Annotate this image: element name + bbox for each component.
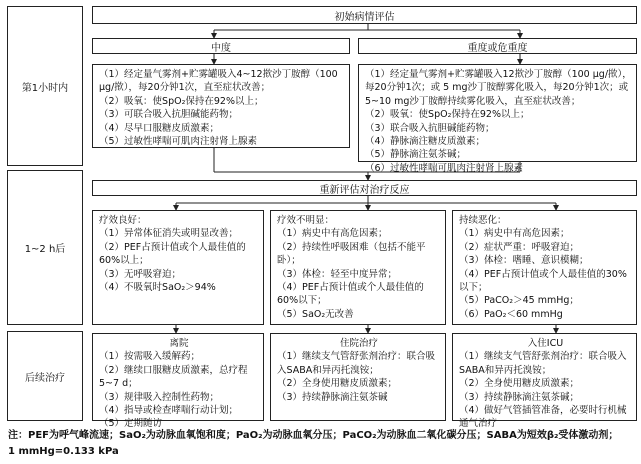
moderate-item: （2）吸氧：使SpO₂保持在92%以上；	[99, 95, 264, 107]
moderate-item: （4）尽早口服糖皮质激素；	[99, 122, 220, 134]
phase-1-2h-label: 1~2 h后	[24, 244, 66, 255]
discharge-item: （1）按需吸入缓解药；	[99, 351, 201, 363]
initial-assessment-box	[92, 6, 637, 24]
footnote-line-2: 1 mmHg=0.133 kPa	[8, 446, 119, 457]
phase-first-hour-label: 第1小时内	[21, 82, 69, 94]
admission-item: （2）全身使用糖皮质激素；	[277, 378, 398, 390]
icu-item: （2）全身使用糖皮质激素；	[459, 378, 580, 390]
discharge-title: 离院	[169, 338, 189, 349]
icu-item: （1）继续支气管舒张剂治疗：联合吸入SABA和异丙托溴铵；	[459, 351, 627, 376]
severe-item: （3）联合吸入抗胆碱能药物；	[365, 122, 495, 134]
footnote-line-1: 注：PEF为呼气峰流速；SaO₂为动脉血氧饱和度；PaO₂为动脉血氧分压；PaCO₂为动脉血二氧化碳分压；SABA为短效β₂受体激动剂；	[8, 430, 619, 441]
poor-item: （4）PEF占预计值或个人最佳值的60%以下；	[277, 282, 424, 307]
moderate-item: （3）可联合吸入抗胆碱能药物；	[99, 109, 239, 121]
moderate-item: （1）经定量气雾剂+贮雾罐吸入4~12揿沙丁胺醇（100 μg/揿），每20分钟1次，直至症状改善；	[99, 69, 338, 94]
severe-item: （4）静脉滴注糖皮质激素；	[365, 136, 486, 148]
good-response-title: 疗效良好：	[99, 215, 147, 226]
good-response-box	[92, 210, 264, 325]
discharge-item: （3）规律吸入控制性药物；	[99, 391, 220, 403]
moderate-title: 中度	[211, 42, 231, 54]
reassess-box	[92, 180, 637, 196]
reassess-title: 重新评估对治疗反应	[319, 184, 410, 196]
worse-item: （6）PaO₂＜60 mmHg	[459, 308, 563, 320]
icu-item: （3）持续静脉滴注氨茶碱；	[459, 391, 580, 403]
phase-first-hour	[7, 6, 83, 166]
moderate-header	[92, 38, 350, 54]
poor-item: （5）SaO₂无改善	[277, 308, 354, 320]
good-item: （1）异常体征消失或明显改善；	[99, 228, 239, 240]
poor-response-box	[270, 210, 446, 325]
moderate-item: （5）过敏性哮喘可肌肉注射肾上腺素	[99, 136, 258, 148]
admission-title: 住院治疗	[339, 338, 378, 349]
severe-item: （6）过敏性哮喘可肌肉注射肾上腺素	[365, 162, 524, 174]
good-item: （4）不吸氧时SaO₂＞94%	[99, 282, 216, 294]
severe-item: （2）吸氧：使SpO₂保持在92%以上；	[365, 109, 530, 121]
worse-item: （1）病史中有高危因素；	[459, 228, 570, 240]
poor-item: （3）体检：轻至中度异常；	[277, 268, 398, 280]
icu-title: 入住ICU	[527, 338, 564, 349]
severe-treatment-list	[358, 64, 637, 174]
worse-item: （3）体检：嗜睡、意识模糊；	[459, 255, 589, 267]
poor-response-title: 疗效不明显：	[277, 215, 335, 226]
phase-followup	[7, 331, 83, 421]
phase-followup-label: 后续治疗	[25, 372, 65, 384]
moderate-treatment-list	[92, 64, 350, 148]
severe-item: （1）经定量气雾剂+贮雾罐吸入12揿沙丁胺醇（100 μg/揿），每20分钟1次；或 5 mg沙丁胺醇雾化吸入，每20分钟1次；或 5~10 mg沙丁胺醇持续雾化吸入，直至症状改善；	[365, 69, 632, 107]
admission-box	[270, 333, 446, 421]
worse-item: （5）PaCO₂＞45 mmHg；	[459, 295, 579, 307]
footnote	[8, 428, 638, 460]
admission-item: （1）继续支气管舒张剂治疗：联合吸入SABA和异丙托溴铵；	[277, 351, 436, 376]
severe-item: （5）静脉滴注氨茶碱；	[365, 149, 467, 161]
good-item: （3）无呼吸窘迫；	[99, 268, 182, 280]
icu-box	[452, 333, 637, 430]
initial-assessment-title: 初始病情评估	[334, 11, 395, 23]
poor-item: （1）病史中有高危因素；	[277, 228, 388, 240]
poor-item: （2）持续性呼吸困难（包括不能平卧）；	[277, 241, 426, 267]
admission-item: （3）持续静脉滴注氨茶碱	[277, 391, 388, 403]
worsening-box	[452, 210, 637, 325]
icu-item: （4）做好气管插管准备，必要时行机械通气治疗	[459, 405, 627, 430]
worse-item: （2）症状严重：呼吸窘迫；	[459, 241, 580, 253]
worse-item: （4）PEF占预计值或个人最佳值的30%以下；	[459, 268, 627, 294]
severe-header	[358, 38, 637, 54]
discharge-box	[92, 333, 264, 430]
worsening-title: 持续恶化：	[459, 215, 507, 226]
discharge-item: （4）指导或检查哮喘行动计划；	[99, 405, 239, 417]
phase-1-2h	[7, 170, 83, 325]
severe-title: 重度或危重度	[467, 42, 528, 54]
good-item: （2）PEF占预计值或个人最佳值的60%以上；	[99, 241, 246, 267]
discharge-item: （2）继续口服糖皮质激素，总疗程5~7 d；	[99, 364, 248, 390]
discharge-item: （5）定期随访	[99, 418, 163, 430]
